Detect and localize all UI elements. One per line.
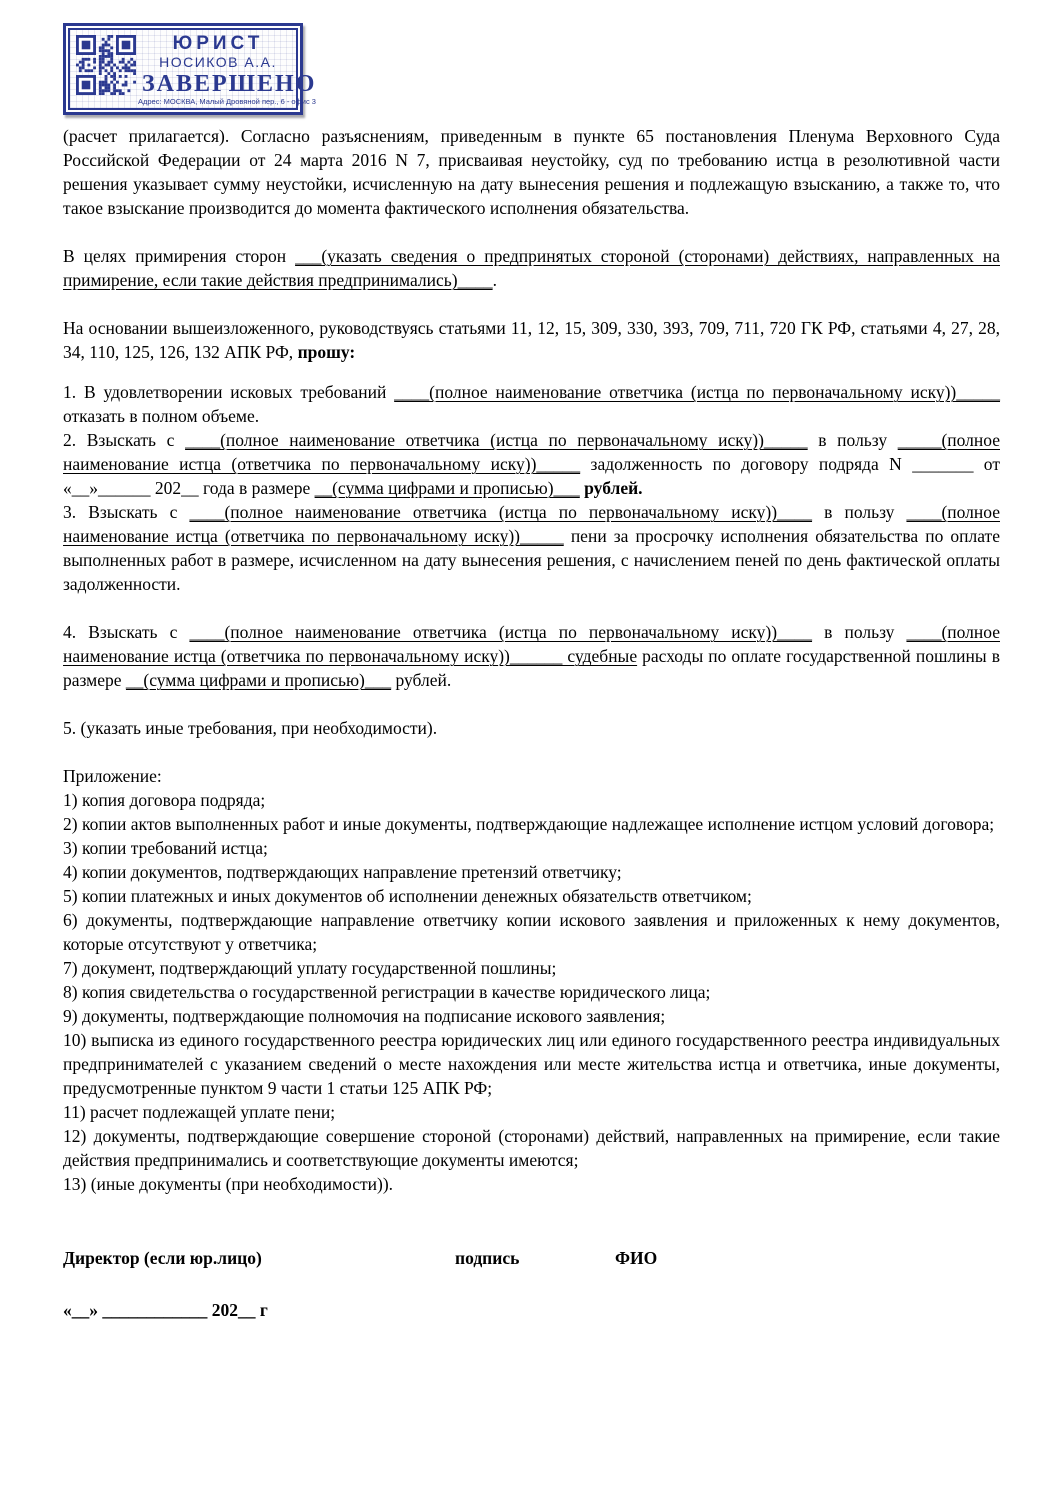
attachment-item: 7) документ, подтверждающий уплату государственной пошлины; <box>63 958 557 978</box>
attachments-title: Приложение: <box>63 766 162 786</box>
petition-item-5: 5. (указать иные требования, при необходимости). <box>63 718 438 738</box>
attachment-item: 1) копия договора подряда; <box>63 790 266 810</box>
petition-item-4: 4. Взыскать с ____(полное наименование ответчика (истца по первоначальному иску))____ в пользу ____(полное наименование истца (ответчика по первоначальному иску))______ судебные расходы по оплате государственной пошлины в размере __(сумма цифрами и прописью)___ рублей. <box>63 622 1000 690</box>
date-line: «__» ____________ 202__ г <box>63 1300 268 1320</box>
stamp-text-block <box>142 33 317 97</box>
attachment-item: 9) документы, подтверждающие полномочия на подписание искового заявления; <box>63 1006 666 1026</box>
petition-item-2: 2. Взыскать с ____(полное наименование ответчика (истца по первоначальному иску))_____ в пользу _____(полное наименование истца (ответчика по первоначальному иску))_____ задолженность по договору подряда N _______ от «__»______ 202__ года в размере __(сумма цифрами и прописью)___ рублей. <box>63 430 1000 498</box>
signature-row <box>63 1246 1000 1270</box>
attachment-item: 8) копия свидетельства о государственной регистрации в качестве юридического лица; <box>63 982 711 1002</box>
attachment-item: 5) копии платежных и иных документов об исполнении денежных обязательств ответчиком; <box>63 886 752 906</box>
stamp-title: ЮРИСТ <box>172 33 264 54</box>
attachment-item: 11) расчет подлежащей уплате пени; <box>63 1102 336 1122</box>
signature-fio-label: ФИО <box>615 1248 658 1268</box>
stamp-status: ЗАВЕРШЕНО <box>142 71 317 97</box>
lawyer-stamp-inner <box>68 28 317 110</box>
attachment-item: 12) документы, подтверждающие совершение стороной (сторонами) действий, направленных на примирение, если такие действия предпринимались и соответствующие документы имеются; <box>63 1126 1000 1170</box>
petition-item-3: 3. Взыскать с ____(полное наименование ответчика (истца по первоначальному иску))____ в пользу ____(полное наименование истца (ответчика по первоначальному иску))_____ пени за просрочку исполнения обязательства по оплате выполненных работ в размере, исчисленном на дату вынесения решения, с начислением пеней по день фактической оплаты задолженности. <box>63 502 1000 594</box>
attachment-item: 4) копии документов, подтверждающих направление претензий ответчику; <box>63 862 622 882</box>
stamp-address: Адрес: МОСКВА, Малый Дровяной пер., 6 - офис 3 <box>138 97 316 106</box>
attachment-item: 3) копии требований истца; <box>63 838 268 858</box>
qr-code-icon <box>76 35 136 95</box>
attachment-item: 6) документы, подтверждающие направление ответчику копии искового заявления и приложенных к нему документов, которые отсутствуют у ответчика; <box>63 910 1000 954</box>
lawyer-stamp <box>63 23 317 115</box>
stamp-name: НОСИКОВ А.А. <box>159 54 277 70</box>
paragraph-legal-grounds: На основании вышеизложенного, руководствуясь статьями 11, 12, 15, 309, 330, 393, 709, 711, 720 ГК РФ, статьями 4, 27, 28, 34, 110, 125, 126, 132 АПК РФ, прошу: <box>63 318 1000 362</box>
attachment-item: 10) выписка из единого государственного реестра юридических лиц или единого государственного реестра индивидуальных предпринимателей с указанием сведений о месте нахождения или месте жительства истца и ответчика, иные документы, предусмотренные пунктом 9 части 1 статьи 125 АПК РФ; <box>63 1030 1000 1098</box>
attachments-list <box>63 788 1000 1196</box>
attachment-item: 2) копии актов выполненных работ и иные документы, подтверждающие надлежащее исполнение истцом условий договора; <box>63 814 995 834</box>
document-body <box>63 124 1000 1322</box>
petition-item-1: 1. В удовлетворении исковых требований ____(полное наименование ответчика (истца по первоначальному иску))_____ отказать в полном объеме. <box>63 382 1001 426</box>
attachment-item: 13) (иные документы (при необходимости)). <box>63 1174 394 1194</box>
signature-sign-label: подпись <box>455 1248 520 1268</box>
paragraph-reconciliation: В целях примирения сторон ___(указать сведения о предпринятых стороной (сторонами) действиях, направленных на примирение, если такие действия предпринимались)____. <box>63 246 1000 290</box>
signature-role: Директор (если юр.лицо) <box>63 1248 262 1268</box>
paragraph-penalty-calculation: (расчет прилагается). Согласно разъяснениям, приведенным в пункте 65 постановления Пленума Верховного Суда Российской Федерации от 24 марта 2016 N 7, присваивая неустойку, суд по требованию истца в резолютивной части решения указывает сумму неустойки, исчисленную на дату вынесения решения и подлежащую взысканию, а также то, что такое взыскание производится до момента фактического исполнения обязательства. <box>63 126 1000 218</box>
